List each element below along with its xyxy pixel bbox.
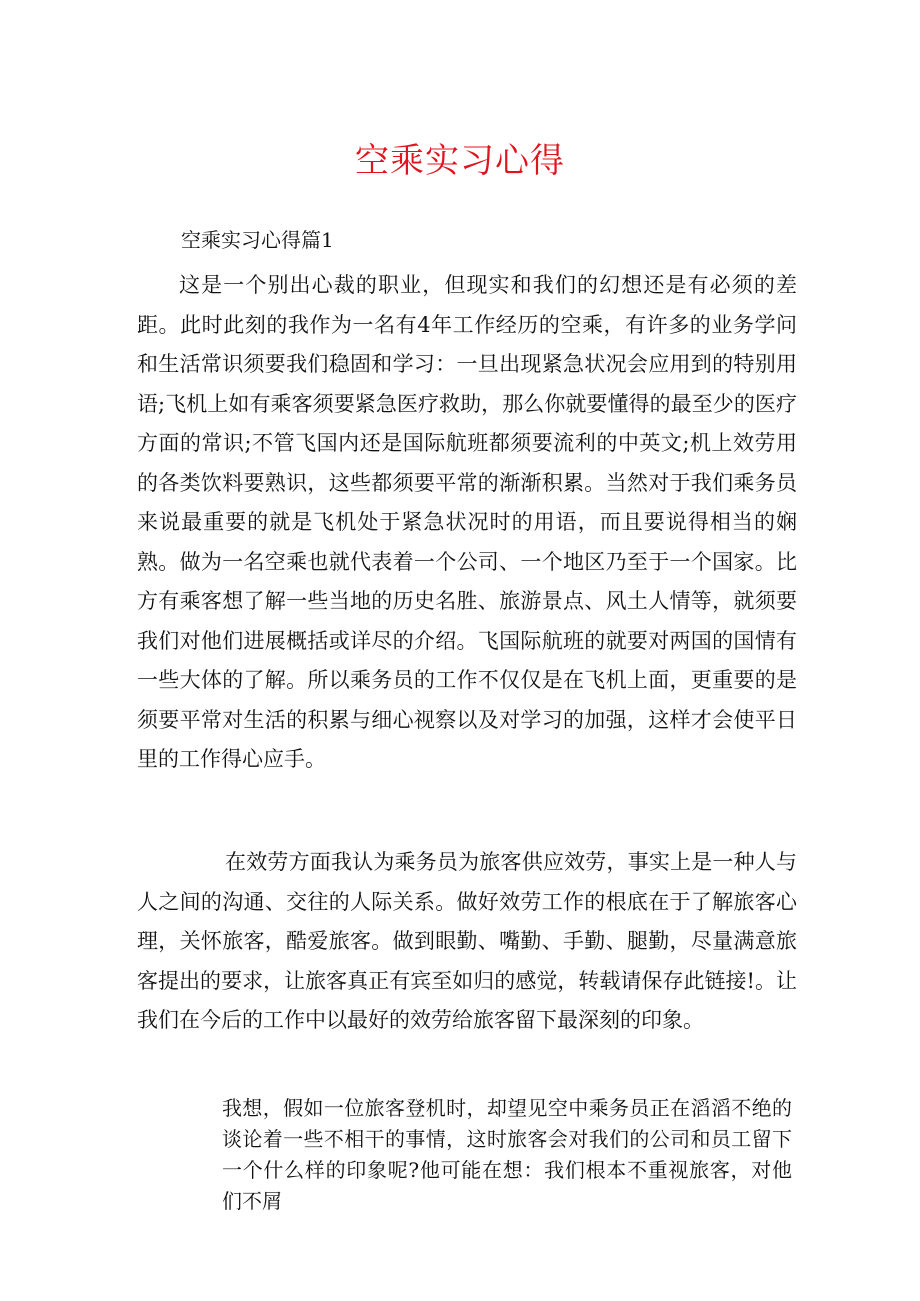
document-title: 空乘实习心得: [355, 141, 565, 181]
paragraph-2: 在效劳方面我认为乘务员为旅客供应效劳，事实上是一种人与人之间的沟通、交往的人际关系。做好效劳工作的根底在于了解旅客心理，关怀旅客，酷爱旅客。做到眼勤、嘴勤、手勤、腿勤，尽量满意旅客提出的要求，让旅客真正有宾至如归的感觉，转载请保存此链接!。让我们在今后的工作中以最好的效劳给旅客留下最深刻的印象。: [137, 850, 797, 1032]
paragraph-1: 这是一个别出心裁的职业，但现实和我们的幻想还是有必须的差距。此时此刻的我作为一名有4年工作经历的空乘，有许多的业务学问和生活常识须要我们稳固和学习：一旦出现紧急状况会应用到的特别用语;飞机上如有乘客须要紧急医疗救助，那么你就要懂得的最至少的医疗方面的常识;不管飞国内还是国际航班都须要流利的中英文;机上效劳用的各类饮料要熟识，这些都须要平常的渐渐积累。当然对于我们乘务员来说最重要的就是飞机处于紧急状况时的用语，而且要说得相当的娴熟。做为一名空乘也就代表着一个公司、一个地区乃至于一个国家。比方有乘客想了解一些当地的历史名胜、旅游景点、风土人情等，就须要我们对他们进展概括或详尽的介绍。飞国际航班的就要对两国的国情有一些大体的了解。所以乘务员的工作不仅仅是在飞机上面，更重要的是须要平常对生活的积累与细心视察以及对学习的加强，这样才会使平日里的工作得心应手。: [137, 273, 797, 771]
paragraph-3: 我想，假如一位旅客登机时，却望见空中乘务员正在滔滔不绝的谈论着一些不相干的事情，这时旅客会对我们的公司和员工留下一个什么样的印象呢?他可能在想：我们根本不重视旅客，对他们不屑: [222, 1096, 792, 1213]
section-heading: 空乘实习心得篇1: [181, 228, 334, 252]
